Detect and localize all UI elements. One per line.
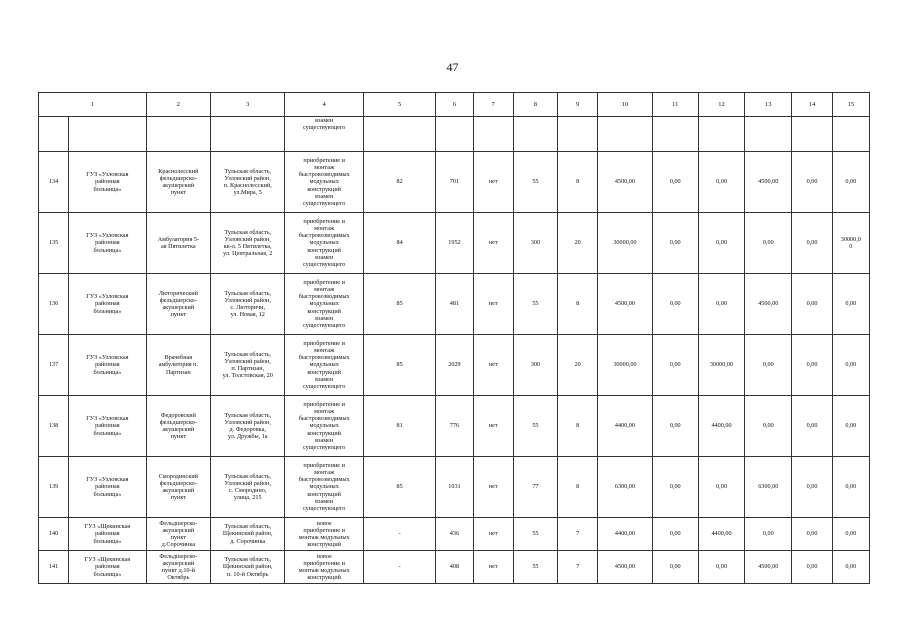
table-cell: 0,00: [745, 335, 792, 396]
table-cell: 0,00: [698, 213, 744, 274]
continuation-cell: взамен существующего: [285, 117, 363, 152]
header-cell-3: 3: [211, 93, 285, 117]
table-cell: 300: [513, 213, 557, 274]
empty-cell: [146, 117, 210, 152]
table-cell: 4500,00: [745, 152, 792, 213]
table-cell: Люторический фельдшерско- акушерский пункт: [146, 274, 210, 335]
table-cell: 6300,00: [745, 457, 792, 518]
table-cell: 0,00: [792, 335, 832, 396]
table-cell: 4400,00: [598, 518, 652, 551]
table-cell: 81: [363, 396, 435, 457]
header-cell-11: 11: [652, 93, 698, 117]
table-row: [39, 551, 870, 584]
header-cell-4: 4: [285, 93, 363, 117]
table-cell: 7: [558, 518, 598, 551]
table-cell: ГУЗ «Щекинская районная больница»: [69, 518, 146, 551]
table-cell: приобретение и монтаж быстровозводимых модульных конструкций взамен существующего: [285, 152, 363, 213]
table-cell: 481: [436, 274, 473, 335]
table-cell: Федоровский фельдшерско- акушерский пункт: [146, 396, 210, 457]
table-cell: Тульская область, Узловский район, п. Краснолесский, ул.Мира, 5: [211, 152, 285, 213]
page-number: 47: [446, 60, 459, 74]
table-cell: приобретение и монтаж быстровозводимых модульных конструкций взамен существующего: [285, 274, 363, 335]
table-cell: 30000,0 0: [832, 213, 869, 274]
continuation-row: [39, 117, 870, 152]
header-cell-2: 2: [146, 93, 210, 117]
table-cell: 4500,00: [598, 551, 652, 584]
table-cell: 0,00: [745, 396, 792, 457]
table-cell: 138: [39, 396, 69, 457]
empty-cell: [69, 117, 146, 152]
table-cell: 776: [436, 396, 473, 457]
empty-cell: [652, 117, 698, 152]
table-cell: 141: [39, 551, 69, 584]
table-cell: ГУЗ «Узловская районная больница»: [69, 457, 146, 518]
table-cell: 0,00: [832, 518, 869, 551]
table-cell: Тульская область, Узловский район, п. Партизан, ул. Толстовская, 20: [211, 335, 285, 396]
table-cell: 4500,00: [745, 551, 792, 584]
empty-cell: [473, 117, 513, 152]
table-cell: новое приобретение и монтаж модульных конструкций: [285, 518, 363, 551]
table-cell: 55: [513, 396, 557, 457]
table-cell: 20: [558, 335, 598, 396]
table-cell: 55: [513, 551, 557, 584]
table-cell: 436: [436, 518, 473, 551]
table-cell: 84: [363, 213, 435, 274]
table-cell: Фельдшерско- акушерский пункт д.10-й Октябрь: [146, 551, 210, 584]
table-row: [39, 457, 870, 518]
table-cell: 0,00: [745, 213, 792, 274]
header-cell-7: 7: [473, 93, 513, 117]
table-cell: 0,00: [832, 274, 869, 335]
table-cell: 0,00: [832, 335, 869, 396]
table-cell: 20: [558, 213, 598, 274]
table-cell: 140: [39, 518, 69, 551]
table-cell: Смородинский фельдшерско- акушерский пункт: [146, 457, 210, 518]
table-cell: ГУЗ «Узловская районная больница»: [69, 152, 146, 213]
table-cell: 8: [558, 274, 598, 335]
table-cell: 0,00: [652, 335, 698, 396]
table-cell: Тульская область, Щекинский район, д. Сорочинка: [211, 518, 285, 551]
table-cell: 6300,00: [598, 457, 652, 518]
table-cell: 0,00: [652, 213, 698, 274]
table-cell: 4500,00: [598, 152, 652, 213]
table-cell: приобретение и монтаж быстровозводимых модульных конструкций взамен существующего: [285, 335, 363, 396]
empty-cell: [211, 117, 285, 152]
table-cell: 0,00: [652, 274, 698, 335]
table-cell: Тульская область, Узловский район, кв-л. 5 Пятилетка, ул. Центральная, 2: [211, 213, 285, 274]
table-cell: 0,00: [792, 518, 832, 551]
table-cell: 1952: [436, 213, 473, 274]
table-cell: 0,00: [745, 518, 792, 551]
table-cell: 77: [513, 457, 557, 518]
table-cell: 30000,00: [698, 335, 744, 396]
table-cell: ГУЗ «Узловская районная больница»: [69, 396, 146, 457]
data-table: [38, 92, 870, 584]
table-cell: 135: [39, 213, 69, 274]
table-row: [39, 335, 870, 396]
table-cell: 0,00: [792, 152, 832, 213]
empty-cell: [513, 117, 557, 152]
table-cell: 4400,00: [698, 396, 744, 457]
table-cell: 0,00: [652, 551, 698, 584]
table-cell: 0,00: [652, 457, 698, 518]
table-cell: ГУЗ «Узловская районная больница»: [69, 213, 146, 274]
table-cell: приобретение и монтаж быстровозводимых модульных конструкций взамен существующего: [285, 396, 363, 457]
table-cell: ГУЗ «Щекинская районная больница»: [69, 551, 146, 584]
header-cell-8: 8: [513, 93, 557, 117]
header-cell-5: 5: [363, 93, 435, 117]
table-cell: -: [363, 518, 435, 551]
empty-cell: [745, 117, 792, 152]
table-cell: 0,00: [652, 518, 698, 551]
table-cell: 30000,00: [598, 213, 652, 274]
table-cell: 139: [39, 457, 69, 518]
table-cell: ГУЗ «Узловская районная больница»: [69, 335, 146, 396]
table-cell: 55: [513, 152, 557, 213]
table-cell: 0,00: [832, 396, 869, 457]
table-cell: 0,00: [832, 152, 869, 213]
table-cell: 0,00: [792, 551, 832, 584]
table-cell: нет: [473, 518, 513, 551]
table-cell: 55: [513, 274, 557, 335]
table-cell: 7: [558, 551, 598, 584]
table-cell: 1031: [436, 457, 473, 518]
table-cell: 0,00: [792, 457, 832, 518]
table-cell: 408: [436, 551, 473, 584]
header-row: [39, 93, 870, 117]
table-cell: 701: [436, 152, 473, 213]
table-cell: нет: [473, 274, 513, 335]
table-cell: приобретение и монтаж быстровозводимых модульных конструкций взамен существующего: [285, 213, 363, 274]
header-cell-6: 6: [436, 93, 473, 117]
table-cell: нет: [473, 213, 513, 274]
table-cell: 300: [513, 335, 557, 396]
header-cell-1: 1: [39, 93, 147, 117]
table-cell: 134: [39, 152, 69, 213]
table-cell: Краснолесский фельдшерско- акушерский пункт: [146, 152, 210, 213]
table-cell: 136: [39, 274, 69, 335]
header-cell-14: 14: [792, 93, 832, 117]
table-cell: 4500,00: [598, 274, 652, 335]
table-cell: 0,00: [698, 551, 744, 584]
table-cell: 8: [558, 457, 598, 518]
table-cell: 2029: [436, 335, 473, 396]
empty-cell: [792, 117, 832, 152]
table-cell: Тульская область, Узловский район, с. Люторичи, ул. Новая, 12: [211, 274, 285, 335]
table-row: [39, 274, 870, 335]
table-cell: 30000,00: [598, 335, 652, 396]
empty-cell: [558, 117, 598, 152]
table-cell: 85: [363, 274, 435, 335]
table-row: [39, 396, 870, 457]
table-cell: Тульская область, Узловский район, д. Федоровка, ул. Дружбы, 1а: [211, 396, 285, 457]
table-row: [39, 518, 870, 551]
header-cell-12: 12: [698, 93, 744, 117]
table-cell: нет: [473, 396, 513, 457]
empty-cell: [698, 117, 744, 152]
table-cell: Врачебная амбулатория п. Партизан: [146, 335, 210, 396]
table-cell: Амбулатория 5- ая Пятилетка: [146, 213, 210, 274]
table-row: [39, 152, 870, 213]
header-cell-9: 9: [558, 93, 598, 117]
table-row: [39, 213, 870, 274]
empty-cell: [39, 117, 69, 152]
table-cell: 0,00: [698, 274, 744, 335]
table-cell: 85: [363, 457, 435, 518]
table-cell: приобретение и монтаж быстровозводимых модульных конструкций взамен существующего: [285, 457, 363, 518]
table-cell: 0,00: [652, 152, 698, 213]
empty-cell: [598, 117, 652, 152]
table-cell: 8: [558, 396, 598, 457]
empty-cell: [436, 117, 473, 152]
table-cell: нет: [473, 152, 513, 213]
table-cell: 82: [363, 152, 435, 213]
table-cell: Тульская область, Узловский район, с. Смородино, улица, 215: [211, 457, 285, 518]
table-cell: -: [363, 551, 435, 584]
table-cell: 0,00: [832, 457, 869, 518]
empty-cell: [832, 117, 869, 152]
table-cell: ГУЗ «Узловская районная больница»: [69, 274, 146, 335]
table-cell: 4400,00: [698, 518, 744, 551]
header-cell-13: 13: [745, 93, 792, 117]
table-cell: 0,00: [792, 396, 832, 457]
table-cell: Фельдшерско- акушерский пункт д.Сорочинка: [146, 518, 210, 551]
table-cell: нет: [473, 335, 513, 396]
table-cell: 0,00: [832, 551, 869, 584]
header-cell-15: 15: [832, 93, 869, 117]
table-cell: 4500,00: [745, 274, 792, 335]
empty-cell: [363, 117, 435, 152]
table-cell: 0,00: [698, 152, 744, 213]
table-cell: 0,00: [652, 396, 698, 457]
header-cell-10: 10: [598, 93, 652, 117]
table-cell: 0,00: [792, 213, 832, 274]
table-cell: нет: [473, 551, 513, 584]
table-cell: 137: [39, 335, 69, 396]
table-cell: новое приобретение и монтаж модульных конструкций: [285, 551, 363, 584]
table-cell: 85: [363, 335, 435, 396]
table-cell: 55: [513, 518, 557, 551]
table-cell: 4400,00: [598, 396, 652, 457]
table-cell: 0,00: [792, 274, 832, 335]
table-cell: 8: [558, 152, 598, 213]
table-cell: Тульская область, Щекинский район, п. 10-й Октябрь: [211, 551, 285, 584]
table-cell: 0,00: [698, 457, 744, 518]
table-cell: нет: [473, 457, 513, 518]
